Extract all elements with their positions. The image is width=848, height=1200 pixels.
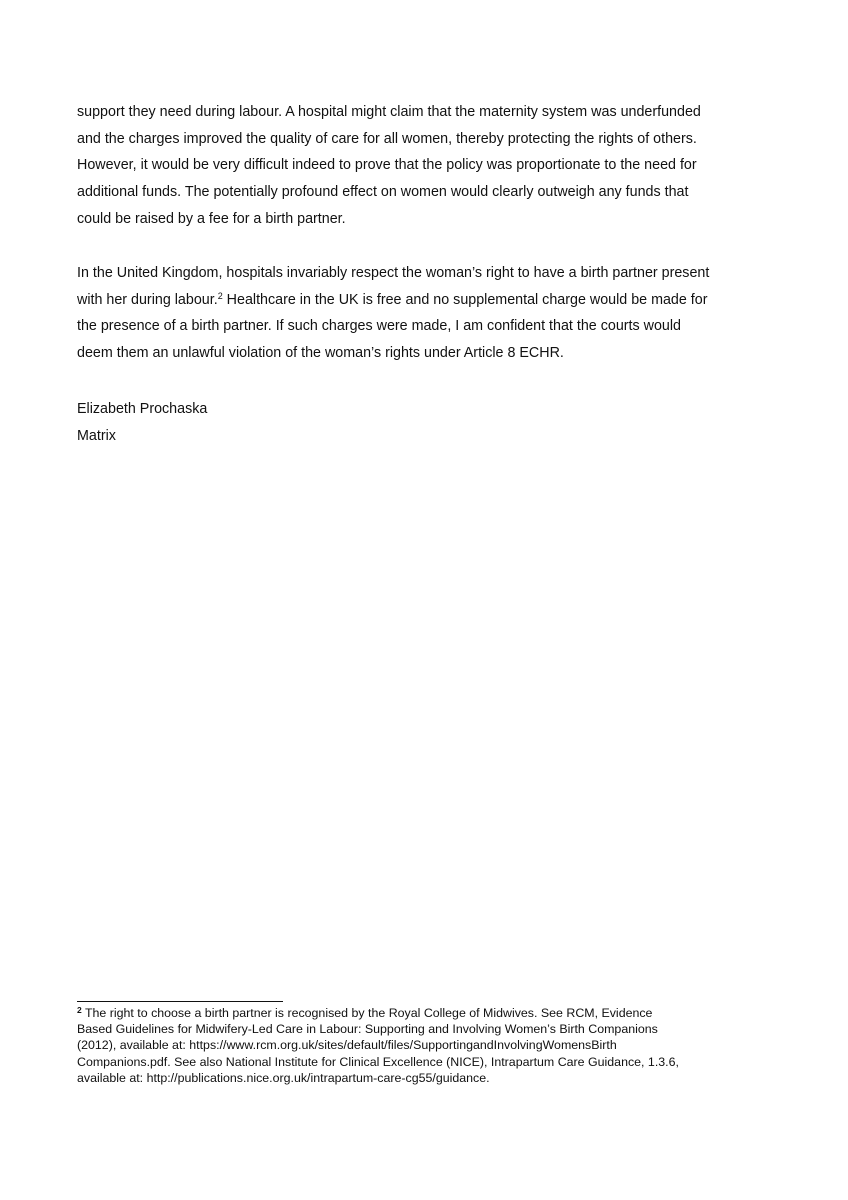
paragraph-line: additional funds. The potentially profound effect on women would clearly outweigh any funds that <box>77 184 689 201</box>
paragraph-line: deem them an unlawful violation of the woman’s rights under Article 8 ECHR. <box>77 345 564 362</box>
paragraph-line <box>77 287 777 314</box>
footnote-line: available at: http://publications.nice.org.uk/intrapartum-care-cg55/guidance. <box>77 1070 490 1085</box>
paragraph-line: In the United Kingdom, hospitals invariably respect the woman’s right to have a birth partner present <box>77 265 710 281</box>
paragraph-text: with her during labour. <box>77 291 218 308</box>
paragraph-line: the presence of a birth partner. If such charges were made, I am confident that the courts would <box>77 318 681 335</box>
body-paragraph-2 <box>77 260 777 367</box>
author-name: Elizabeth Prochaska <box>77 401 208 417</box>
paragraph-line: However, it would be very difficult indeed to prove that the policy was proportionate to the need for <box>77 157 697 174</box>
paragraph-line: support they need during labour. A hospital might claim that the maternity system was underfunded <box>77 104 701 120</box>
signature-block <box>77 396 207 450</box>
footnote-separator <box>77 1001 283 1002</box>
paragraph-line: could be raised by a fee for a birth partner. <box>77 210 346 227</box>
body-paragraph-1 <box>77 99 777 233</box>
paragraph-text: Healthcare in the UK is free and no supplemental charge would be made for <box>222 291 708 308</box>
footnote-line: (2012), available at: https://www.rcm.org.uk/sites/default/files/SupportingandInvolvingWomensBirth <box>77 1038 617 1053</box>
footnote-line <box>77 1005 777 1021</box>
footnote-line: Based Guidelines for Midwifery-Led Care in Labour: Supporting and Involving Women’s Birth Companions <box>77 1022 658 1037</box>
footnote-text: The right to choose a birth partner is recognised by the Royal College of Midwives. See RCM, Evidence <box>81 1006 653 1020</box>
footnote-number: 2 <box>77 1005 82 1015</box>
paragraph-line: and the charges improved the quality of care for all women, thereby protecting the rights of others. <box>77 130 697 147</box>
author-organisation: Matrix <box>77 428 116 444</box>
footnote <box>77 1005 777 1086</box>
footnote-line: Companions.pdf. See also National Institute for Clinical Excellence (NICE), Intrapartum Care Guidance, 1.3.6, <box>77 1054 679 1069</box>
footnote-reference: 2 <box>217 290 223 301</box>
